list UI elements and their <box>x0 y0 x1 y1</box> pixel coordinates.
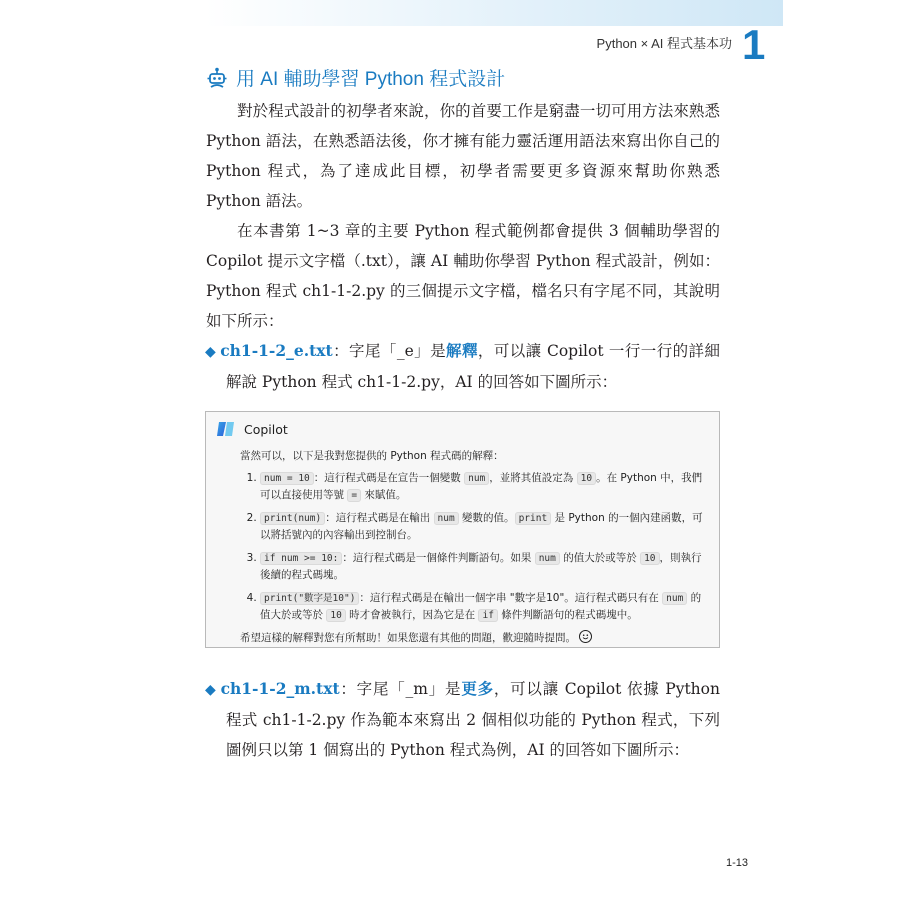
code-snippet: 10 <box>326 609 345 622</box>
list-item <box>260 590 710 624</box>
running-header: Python × AI 程式基本功 <box>596 36 732 51</box>
item-text: ：這行程式碼是在輸出 <box>325 512 434 524</box>
bullet-text: ，可以讓 Copilot 依據 Python 程式 ch1-1-2.py 作為範本來寫出 2 個相似功能的 Python 程式，下列圖例只以第 1 個寫出的 Python 程式為例，AI 的回答如下圖所示： <box>226 680 720 759</box>
code-snippet: 10 <box>640 552 659 565</box>
list-item <box>260 550 710 584</box>
response-list <box>240 470 710 624</box>
item-text: 是 Python 的一個內建函數，可以將括號內的內容輸出到控制台。 <box>260 512 703 541</box>
item-text: 。在 Python 中，我們可以直接使用等號 <box>260 472 703 501</box>
list-item <box>260 510 710 544</box>
section-heading <box>206 64 505 91</box>
item-text: ，則執行後續的程式碼塊。 <box>260 552 702 581</box>
item-text: 來賦值。 <box>361 489 407 501</box>
header-band <box>205 0 783 26</box>
copilot-screenshot <box>205 411 720 648</box>
list-item <box>260 470 710 504</box>
robot-icon <box>206 67 228 89</box>
paragraph-prompt-files: 在本書第 1~3 章的主要 Python 程式範例都會提供 3 個輔助學習的 Copilot 提示文字檔（.txt），讓 AI 輔助你學習 Python 程式設計，例如：Python 程式 ch1-1-2.py 的三個提示文字檔，檔名只有字尾不同，其說明如下所示： <box>206 222 720 330</box>
response-intro: 當然可以，以下是我對您提供的 Python 程式碼的解釋： <box>240 450 504 462</box>
code-snippet: print(num) <box>260 512 325 525</box>
item-text: 條件判斷語句的程式碼塊中。 <box>497 609 638 621</box>
copilot-logo-icon <box>216 420 236 438</box>
file-name: ch1-1-2_m.txt <box>220 679 340 698</box>
diamond-bullet-icon: ◆ <box>205 344 217 360</box>
page-number: 1-13 <box>726 857 749 869</box>
bullet-more-file <box>205 674 720 765</box>
bullet-text: ：字尾「_m」是 <box>339 680 462 698</box>
closing-text: 希望這樣的解釋對您有所幫助！如果您還有其他的問題，歡迎隨時提問。 <box>240 632 576 644</box>
copilot-header <box>216 420 288 438</box>
code-snippet: print("數字是10") <box>260 592 359 605</box>
copilot-response <box>240 448 710 647</box>
item-text: ：這行程式碼是一個條件判斷語句。如果 <box>342 552 535 564</box>
code-snippet: num <box>662 592 687 605</box>
code-snippet: print <box>515 512 552 525</box>
item-text: ，並將其值設定為 <box>489 472 577 484</box>
code-snippet: = <box>347 489 361 502</box>
code-snippet: num <box>464 472 489 485</box>
code-snippet: 10 <box>577 472 596 485</box>
response-closing <box>240 630 710 647</box>
item-text: 的值大於或等於 <box>260 592 702 621</box>
item-text: ：這行程式碼是在輸出一個字串 "數字是10"。這行程式碼只有在 <box>359 592 663 604</box>
bullet-keyword: 更多 <box>461 679 494 698</box>
paragraph-intro: 對於程式設計的初學者來說，你的首要工作是窮盡一切可用方法來熟悉 Python 語法，在熟悉語法後，你才擁有能力靈活運用語法來寫出你自己的 Python 程式，為了達成此目標，初學者需要更多資源來幫助你熟悉 Python 語法。 <box>206 102 720 210</box>
bullet-text: ，可以讓 Copilot 一行一行的詳細解說 Python 程式 ch1-1-2.py，AI 的回答如下圖所示： <box>226 342 720 391</box>
chapter-number: 1 <box>742 21 766 68</box>
section-heading-text: 用 AI 輔助學習 Python 程式設計 <box>236 69 506 90</box>
code-snippet: if num >= 10: <box>260 552 342 565</box>
code-snippet: if <box>478 609 497 622</box>
item-text: 變數的值。 <box>458 512 515 524</box>
code-snippet: num <box>535 552 560 565</box>
bullet-explain-file <box>205 336 720 397</box>
smile-emoji-icon <box>579 630 592 643</box>
code-snippet: num <box>434 512 459 525</box>
code-snippet: num = 10 <box>260 472 314 485</box>
diamond-bullet-icon: ◆ <box>205 682 217 698</box>
copilot-title: Copilot <box>244 421 288 437</box>
item-text: 時才會被執行，因為它是在 <box>345 609 479 621</box>
bullet-text: ：字尾「_e」是 <box>332 342 447 360</box>
file-name: ch1-1-2_e.txt <box>220 341 333 360</box>
item-text: ：這行程式碼是在宣告一個變數 <box>313 472 465 484</box>
item-text: 的值大於或等於 <box>559 552 641 564</box>
bullet-keyword: 解釋 <box>446 341 478 360</box>
